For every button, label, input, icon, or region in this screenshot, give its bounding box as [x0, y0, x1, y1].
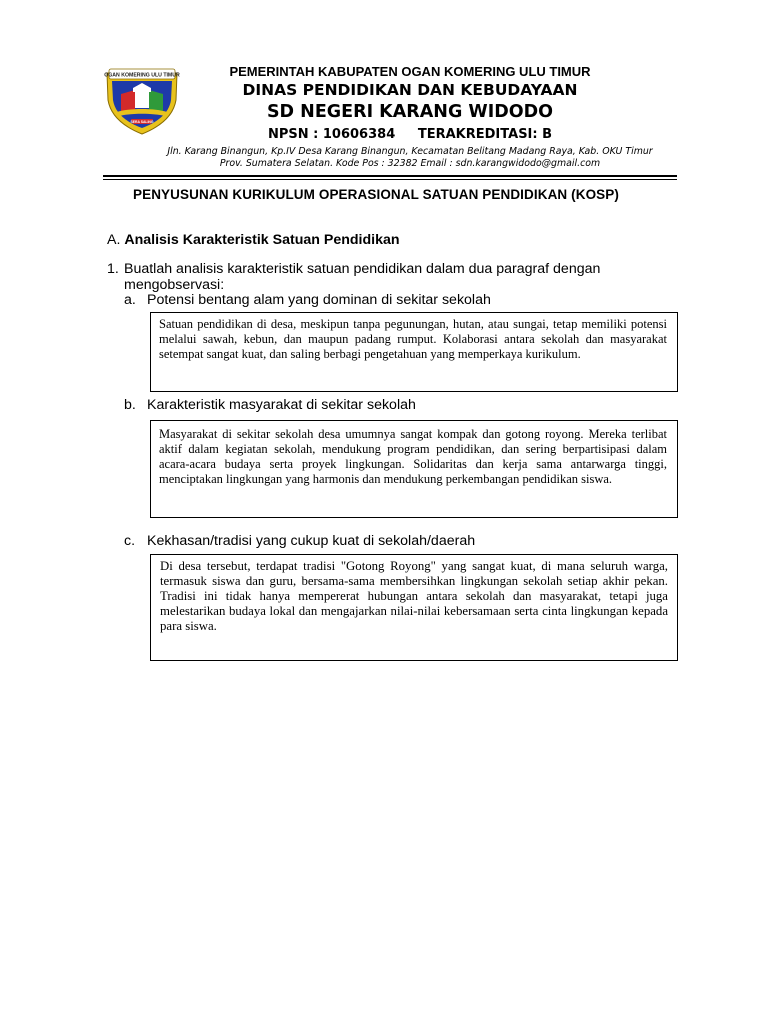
item-a-label: Potensi bentang alam yang dominan di sekitar sekolah: [147, 292, 491, 308]
address-line-2: Prov. Sumatera Selatan. Kode Pos : 32382 Email : sdn.karangwidodo@gmail.com: [219, 158, 601, 169]
document-title: PENYUSUNAN KURIKULUM OPERASIONAL SATUAN PENDIDIKAN (KOSP): [133, 187, 619, 202]
question-number: 1.: [107, 261, 119, 277]
government-name: PEMERINTAH KABUPATEN OGAN KOMERING ULU TIMUR: [229, 64, 591, 79]
answer-a-text: Satuan pendidikan di desa, meskipun tanpa pegunungan, hutan, atau sungai, tetap memiliki potensi melalui sawah, kebun, dan maupun padang rumput. Kolaborasi antara sekolah dan masyarakat setempat sangat kuat, dan saling berbagi pengetahuan yang memperkaya kurikulum.: [159, 317, 667, 362]
letterhead-rule-thin: [103, 179, 677, 180]
question-text-line-1: Buatlah analisis karakteristik satuan pendidikan dalam dua paragraf dengan: [124, 261, 601, 277]
section-heading: [107, 232, 400, 248]
answer-c-text: Di desa tersebut, terdapat tradisi "Gotong Royong" yang sangat kuat, di mana seluruh warga, termasuk siswa dan guru, bersama-sama membersihkan lingkungan sekolah setiap akhir pekan. Tradisi ini tidak hanya mempererat hubungan antara sekolah dan masyarakat, tetapi juga melestarikan budaya lokal dan mengajarkan nilai-nilai kebersamaan serta cinta lingkungan kepada para siswa.: [160, 559, 668, 634]
school-name: SD NEGERI KARANG WIDODO: [266, 102, 554, 122]
department-name: DINAS PENDIDIKAN DAN KEBUDAYAAN: [242, 81, 578, 99]
address-line-1: Jln. Karang Binangun, Kp.IV Desa Karang Binangun, Kecamatan Belitang Madang Raya, Kab. OKU Timur: [167, 146, 653, 157]
item-c-letter: c.: [124, 533, 136, 549]
npsn-accreditation: NPSN : 10606384 TERAKREDITASI: B: [267, 127, 553, 142]
answer-box-a: [150, 312, 678, 392]
item-b-label: Karakteristik masyarakat di sekitar sekolah: [147, 397, 416, 413]
svg-text:SERA SALING: SERA SALING: [130, 120, 154, 124]
item-b-letter: b.: [124, 397, 136, 413]
question-text-line-2: mengobservasi:: [124, 277, 225, 293]
answer-box-c: [150, 554, 678, 661]
section-letter: A.: [107, 232, 121, 248]
section-title: Analisis Karakteristik Satuan Pendidikan: [124, 232, 400, 248]
item-c-label: Kekhasan/tradisi yang cukup kuat di sekolah/daerah: [147, 533, 476, 549]
svg-text:OGAN KOMERING ULU TIMUR: OGAN KOMERING ULU TIMUR: [104, 72, 180, 79]
item-a-letter: a.: [124, 292, 136, 308]
answer-b-text: Masyarakat di sekitar sekolah desa umumnya sangat kompak dan gotong royong. Mereka terlibat aktif dalam kegiatan sekolah, mendukung program pendidikan, dan sering berpartisipasi dalam acara-acara budaya serta proyek lingkungan. Solidaritas dan kerja sama antarwarga tinggi, menciptakan lingkungan yang harmonis dan mendukung perkembangan pendidikan siswa.: [159, 427, 667, 487]
letterhead-rule-thick: [103, 175, 677, 177]
answer-box-b: [150, 420, 678, 518]
